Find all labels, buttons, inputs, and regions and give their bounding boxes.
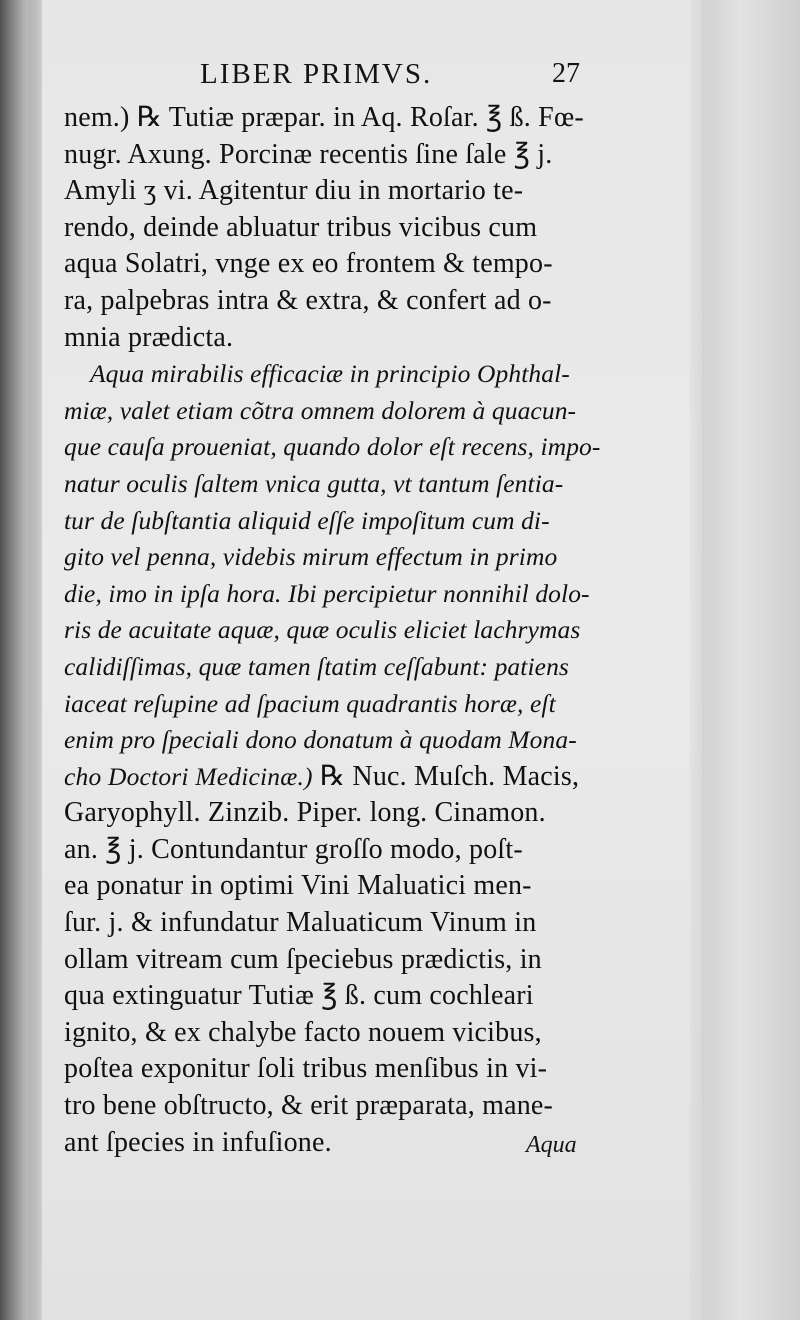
text-line-italic: iaceat reſupine ad ſpacium quadrantis horæ, eſt <box>64 688 556 718</box>
text-line-italic: Aqua mirabilis efficaciæ in principio Ophthal- <box>90 359 570 389</box>
text-line: an. ℥ j. Contundantur groſſo modo, poſt- <box>64 833 523 865</box>
text-line: ollam vitream cum ſpeciebus prædictis, in <box>64 943 542 975</box>
text-line: qua extinguatur Tutiæ ℥ ß. cum cochleari <box>64 980 534 1012</box>
binding-shadow <box>0 0 48 1320</box>
text-line-italic: natur oculis ſaltem vnica gutta, vt tantum ſentia- <box>64 468 564 498</box>
text-line: ant ſpecies in infuſione. <box>64 1126 332 1158</box>
text-line: tro bene obſtructo, & erit præparata, mane- <box>64 1090 554 1122</box>
text-line-italic: gito vel penna, videbis mirum effectum in primo <box>64 542 558 572</box>
text-line-italic: ris de acuitate aquæ, quæ oculis eliciet lachrymas <box>64 615 581 645</box>
body-text <box>64 100 604 1161</box>
text-line: nugr. Axung. Porcinæ recentis ſine ſale ℥ j. <box>64 138 553 170</box>
text-line: ea ponatur in optimi Vini Maluatici men- <box>64 870 532 902</box>
catchword: Aqua <box>526 1132 577 1158</box>
text-line: rendo, deinde abluatur tribus vicibus cum <box>64 211 538 243</box>
facing-page-edge <box>690 0 800 1320</box>
text-line-italic: miæ, valet etiam cõtra omnem dolorem à quacun- <box>64 395 577 425</box>
text-line-italic: enim pro ſpeciali dono donatum à quodam Mona- <box>64 725 577 755</box>
text-line: Amyli ʒ vi. Agitentur diu in mortario te- <box>64 175 524 207</box>
page-number: 27 <box>552 58 580 89</box>
text-line: aqua Solatri, vnge ex eo frontem & tempo- <box>64 248 553 280</box>
text-line-italic: que cauſa proueniat, quando dolor eſt recens, impo- <box>64 432 601 462</box>
mixed-italic-part: cho Doctori Medicinæ.) <box>64 761 313 791</box>
text-line: poſtea exponitur ſoli tribus menſibus in vi- <box>64 1053 548 1085</box>
text-line-italic: calidiſſimas, quæ tamen ſtatim ceſſabunt: patiens <box>64 651 569 681</box>
text-line: mnia prædicta. <box>64 321 234 353</box>
text-line: ſur. j. & infundatur Maluaticum Vinum in <box>64 907 537 939</box>
text-line-italic: tur de ſubſtantia aliquid eſſe impoſitum cum di- <box>64 505 550 535</box>
mixed-roman-part: ℞ Nuc. Muſch. Macis, <box>312 760 580 792</box>
text-line-mixed <box>64 759 604 796</box>
running-title: LIBER PRIMVS. <box>200 58 433 90</box>
text-line: nem.) ℞ Tutiæ præpar. in Aq. Roſar. ℥ ß. Fœ- <box>64 102 584 133</box>
text-line: ignito, & ex chalybe facto nouem vicibus, <box>64 1016 542 1048</box>
text-line: Garyophyll. Zinzib. Piper. long. Cinamon. <box>64 797 546 829</box>
text-line: ra, palpebras intra & extra, & confert ad o- <box>64 284 552 316</box>
text-line-italic: die, imo in ipſa hora. Ibi percipietur nonnihil dolo- <box>64 578 590 608</box>
